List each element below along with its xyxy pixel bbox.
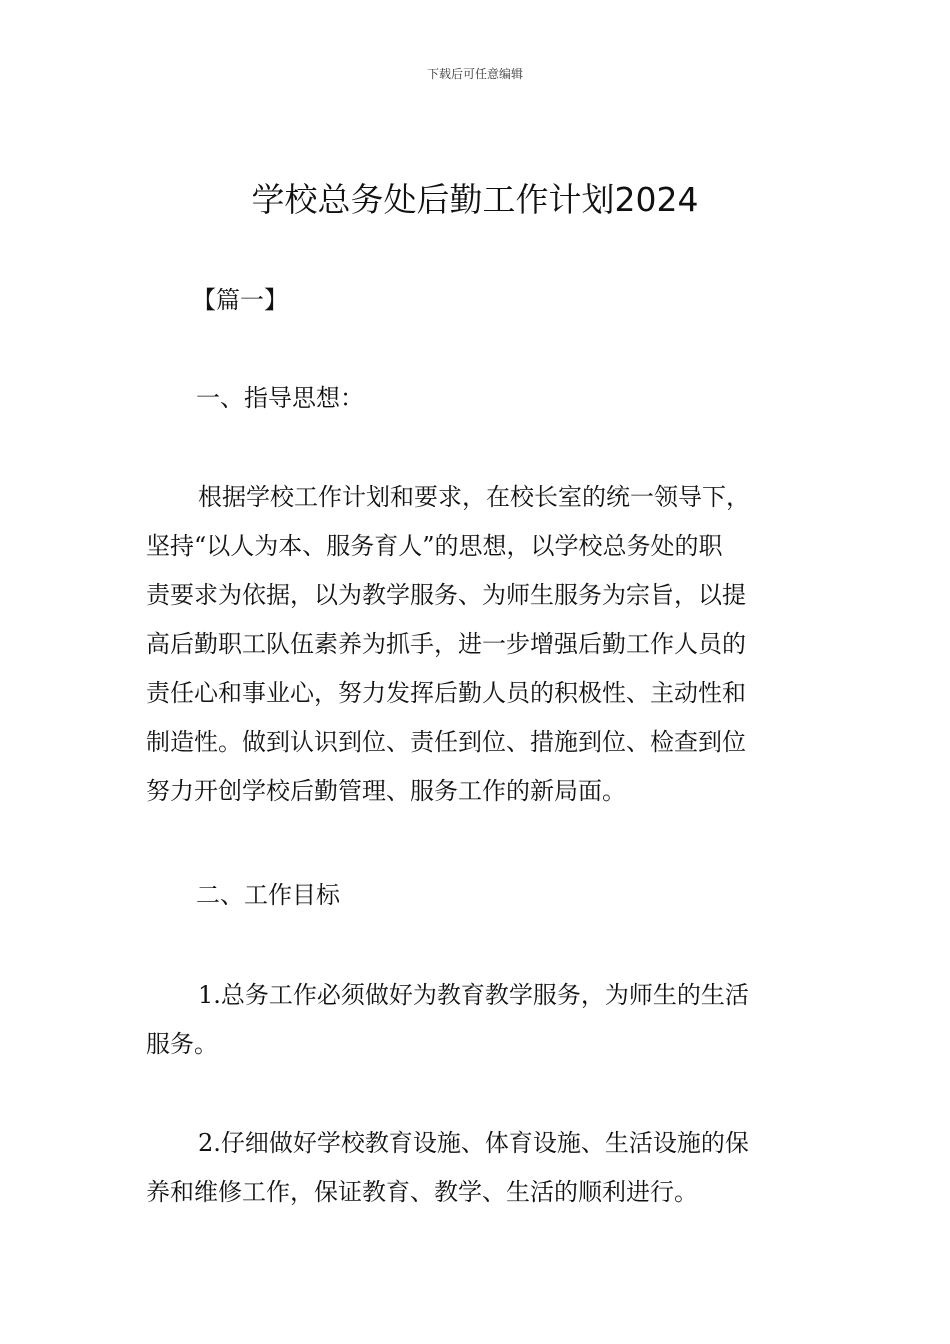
document-title: 学校总务处后勤工作计划2024 [251, 180, 699, 219]
part-label: 【篇一】 [192, 286, 288, 314]
paragraph-line: 努力开创学校后勤管理、服务工作的新局面。 [146, 777, 626, 805]
paragraph-line: 高后勤职工队伍素养为抓手，进一步增强后勤工作人员的 [146, 630, 746, 658]
paragraph-line: 养和维修工作，保证教育、教学、生活的顺利进行。 [146, 1178, 698, 1206]
section2-item2 [146, 1119, 808, 1217]
section1-heading: 一、指导思想： [196, 384, 364, 412]
paragraph-line: 服务。 [146, 1030, 218, 1058]
paragraph-line: 坚持“以人为本、服务育人”的思想，以学校总务处的职 [146, 532, 723, 560]
paragraph-line: 制造性。做到认识到位、责任到位、措施到位、检查到位 [146, 728, 746, 756]
section2-heading: 二、工作目标 [196, 881, 340, 909]
section2-item1 [146, 971, 808, 1069]
paragraph-line: 责任心和事业心，努力发挥后勤人员的积极性、主动性和 [146, 679, 746, 707]
paragraph-line: 1.总务工作必须做好为教育教学服务，为师生的生活 [198, 981, 749, 1009]
paragraph-line: 责要求为依据，以为教学服务、为师生服务为宗旨，以提 [146, 581, 746, 609]
paragraph-line: 2.仔细做好学校教育设施、体育设施、生活设施的保 [198, 1129, 749, 1157]
section1-paragraph [146, 473, 808, 816]
paragraph-line: 根据学校工作计划和要求，在校长室的统一领导下， [198, 483, 750, 511]
header-note: 下载后可任意编辑 [426, 67, 523, 81]
